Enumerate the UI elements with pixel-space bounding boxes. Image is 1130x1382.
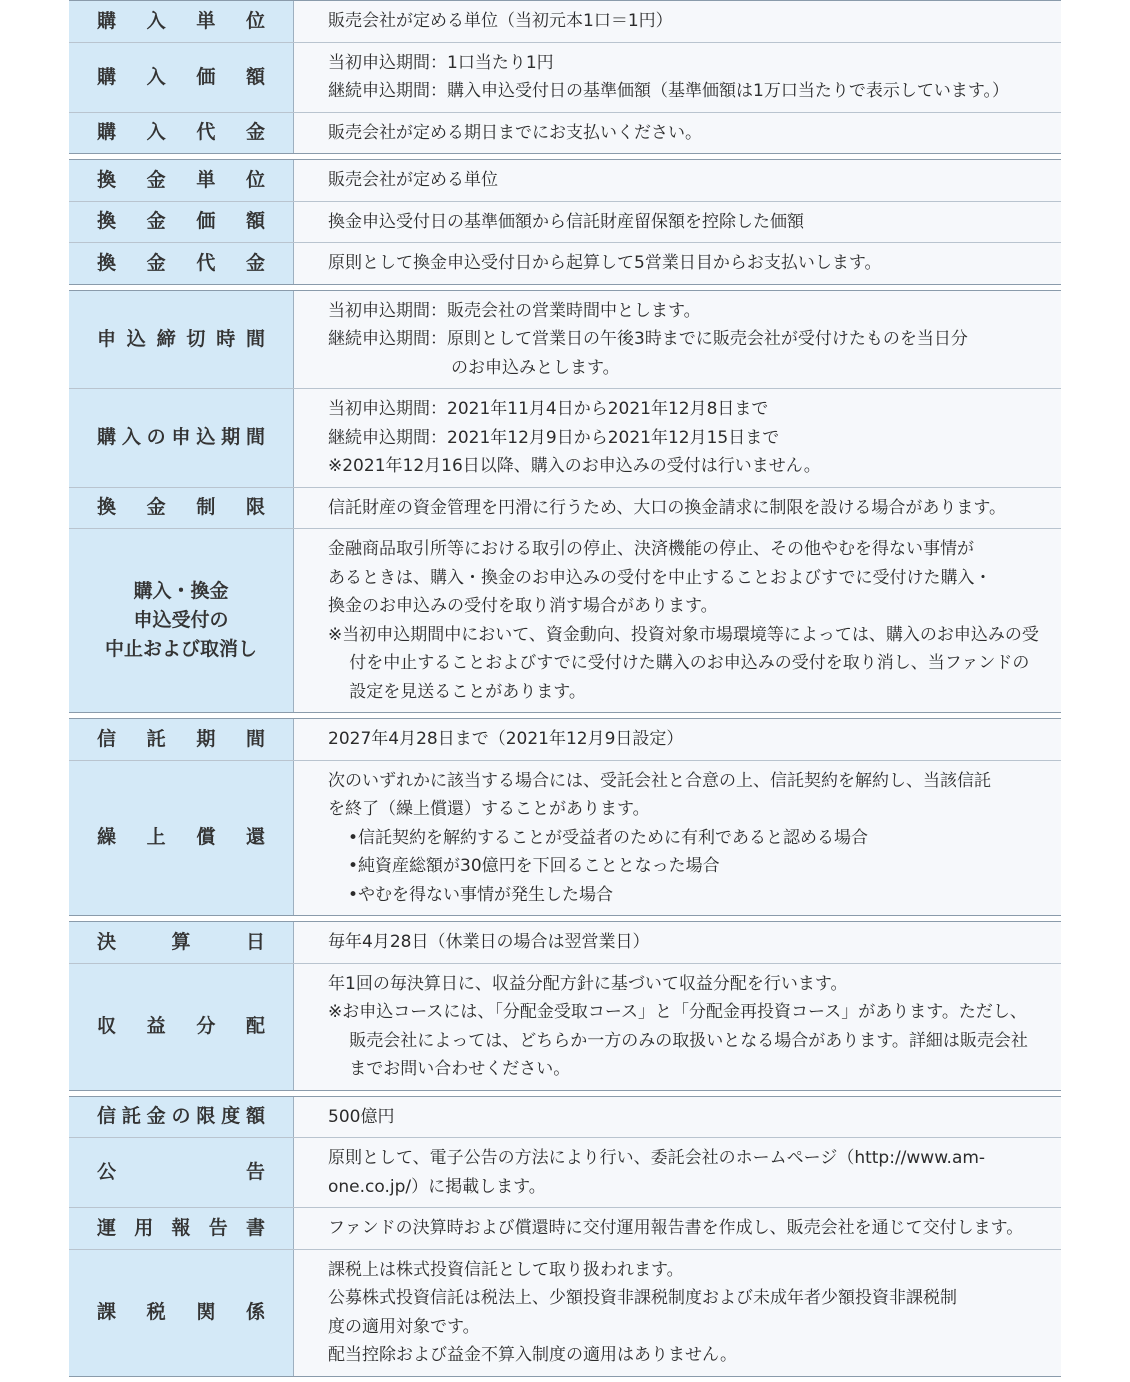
row-content [294,202,1061,243]
row-label: 購入単位 [97,9,265,32]
content-line: 2027年4月28日まで（2021年12月9日設定） [328,729,684,749]
content-line: を終了（繰上償還）することがあります。 [328,799,650,819]
row-label-cell [69,761,294,916]
row-content [294,964,1061,1090]
content-line: 原則として換金申込受付日から起算して5営業日目からお支払いします。 [328,253,882,273]
row-label-cell [69,160,294,201]
row-group [69,718,1061,916]
content-line: 継続申込期間：購入申込受付日の基準価額（基準価額は1万口当たりで表示しています。） [328,81,1009,101]
content-line: 継続申込期間：原則として営業日の午後3時までに販売会社が受付けたものを当日分 [328,329,968,349]
row-label-cell [69,243,294,284]
content-line: 公募株式投資信託は税法上、少額投資非課税制度および未成年者少額投資非課税制 [328,1288,957,1308]
row-content [294,761,1061,916]
row-label: 換金代金 [97,251,265,274]
row-label: 信託期間 [97,727,265,750]
row-label-cell [69,1250,294,1376]
row-label-cell [69,719,294,760]
row-label-cell [69,113,294,154]
row-content [294,1138,1061,1207]
row-group [69,1096,1061,1377]
table-row [69,922,1061,964]
row-label: 信託金の限度額 [97,1105,265,1128]
content-line: 換金申込受付日の基準価額から信託財産留保額を控除した価額 [328,211,804,232]
row-label-cell [69,488,294,529]
content-line: •純資産総額が30億円を下回ることとなった場合 [348,856,720,876]
table-row [69,202,1061,244]
table-row [69,160,1061,202]
row-group [69,290,1061,714]
row-content [294,43,1061,112]
row-label-cell [69,1138,294,1207]
row-label-cell [69,964,294,1090]
content-line: ※2021年12月16日以降、購入のお申込みの受付は行いません。 [328,456,821,476]
content-line: 500億円 [328,1106,395,1127]
content-line: 当初申込期間：2021年11月4日から2021年12月8日まで [328,399,769,419]
row-label: 購入価額 [97,65,265,88]
content-line: 換金のお申込みの受付を取り消す場合があります。 [328,596,718,616]
content-line: のお申込みとします。 [451,357,620,378]
table-row [69,389,1061,488]
row-label-cell [69,1,294,42]
content-line: 金融商品取引所等における取引の停止、決済機能の停止、その他やむを得ない事情が [328,539,974,559]
fund-terms-table [69,0,1061,1382]
table-row [69,1097,1061,1139]
row-group [69,159,1061,285]
content-line: 原則として、電子公告の方法により行い、委託会社のホームページ（http://www.am- [328,1148,986,1168]
row-label: 購入・換金 申込受付の 中止および取消し [104,580,257,660]
table-row [69,1250,1061,1376]
row-label: 課税関係 [97,1301,265,1323]
table-row [69,964,1061,1090]
content-line: 度の適用対象です。 [328,1316,480,1337]
row-label: 繰上償還 [97,826,265,849]
row-label: 購入代金 [97,121,265,144]
row-label-cell [69,529,294,712]
content-line: ファンドの決算時および償還時に交付運用報告書を作成し、販売会社を通じて交付します。 [328,1218,1024,1238]
row-group [69,0,1061,154]
row-content [294,243,1061,284]
row-content [294,1097,1061,1138]
table-row [69,1138,1061,1208]
row-label-cell [69,291,294,389]
row-content [294,1250,1061,1376]
row-content [294,389,1061,487]
content-line: 販売会社が定める単位（当初元本1口＝1円） [328,11,673,31]
table-row [69,43,1061,113]
table-row [69,1208,1061,1250]
row-label: 収益分配 [97,1015,265,1037]
table-row [69,1,1061,43]
row-label-cell [69,389,294,487]
content-line: 次のいずれかに該当する場合には、受託会社と合意の上、信託契約を解約し、当該信託 [328,770,991,791]
content-line: 販売会社が定める単位 [328,170,498,190]
content-line: 当初申込期間：販売会社の営業時間中とします。 [328,300,701,321]
row-content [294,1,1061,42]
content-line: one.co.jp/）に掲載します。 [328,1176,546,1197]
table-row [69,761,1061,916]
content-line: 信託財産の資金管理を円滑に行うため、大口の換金請求に制限を設ける場合があります。 [328,497,1006,518]
content-line: ※当初申込期間中において、資金動向、投資対象市場環境等によっては、購入のお申込みの受付を中止することおよびすでに受付けた購入のお申込みの受付を取り消し、当ファンドの設定を見送ることがあります。 [328,624,1039,702]
table-row [69,243,1061,284]
row-content [294,719,1061,760]
row-label-cell [69,1208,294,1249]
content-line: 課税上は株式投資信託として取り扱われます。 [328,1259,684,1280]
row-label-cell [69,43,294,112]
row-content [294,922,1061,963]
table-row [69,719,1061,761]
content-line: 毎年4月28日（休業日の場合は翌営業日） [328,932,650,952]
table-row [69,488,1061,530]
table-row [69,113,1061,154]
row-content [294,113,1061,154]
content-line: 当初申込期間：1口当たり1円 [328,52,554,73]
content-line: ※お申込コースには、「分配金受取コース」と「分配金再投資コース」があります。ただし、販売会社によっては、どちらか一方のみの取扱いとなる場合があります。詳細は販売会社までお問い合わせください。 [328,1002,1028,1079]
content-line: 年1回の毎決算日に、収益分配方針に基づいて収益分配を行います。 [328,973,848,994]
row-label: 換金制限 [97,496,265,519]
row-label-cell [69,202,294,243]
row-label: 申込締切時間 [97,327,265,350]
table-row [69,291,1061,390]
row-label: 運用報告書 [97,1216,265,1239]
row-label: 換金価額 [97,210,265,233]
row-label-cell [69,922,294,963]
row-label-cell [69,1097,294,1138]
row-label: 公告 [97,1161,265,1183]
content-line: 販売会社が定める期日までにお支払いください。 [328,122,702,143]
row-content [294,291,1061,389]
row-label: 決算日 [97,930,265,953]
content-line: •信託契約を解約することが受益者のために有利であると認める場合 [348,827,869,848]
row-label: 換金単位 [97,168,265,191]
content-line: 配当控除および益金不算入制度の適用はありません。 [328,1345,738,1365]
row-content [294,488,1061,529]
row-content [294,1208,1061,1249]
row-label: 購入の申込期間 [97,426,265,449]
table-row [69,529,1061,712]
content-line: 継続申込期間：2021年12月9日から2021年12月15日まで [328,427,780,448]
content-line: あるときは、購入・換金のお申込みの受付を中止することおよびすでに受付けた購入・ [328,567,992,588]
row-group [69,921,1061,1091]
row-content [294,529,1061,712]
row-content [294,160,1061,201]
content-line: •やむを得ない事情が発生した場合 [348,884,614,905]
